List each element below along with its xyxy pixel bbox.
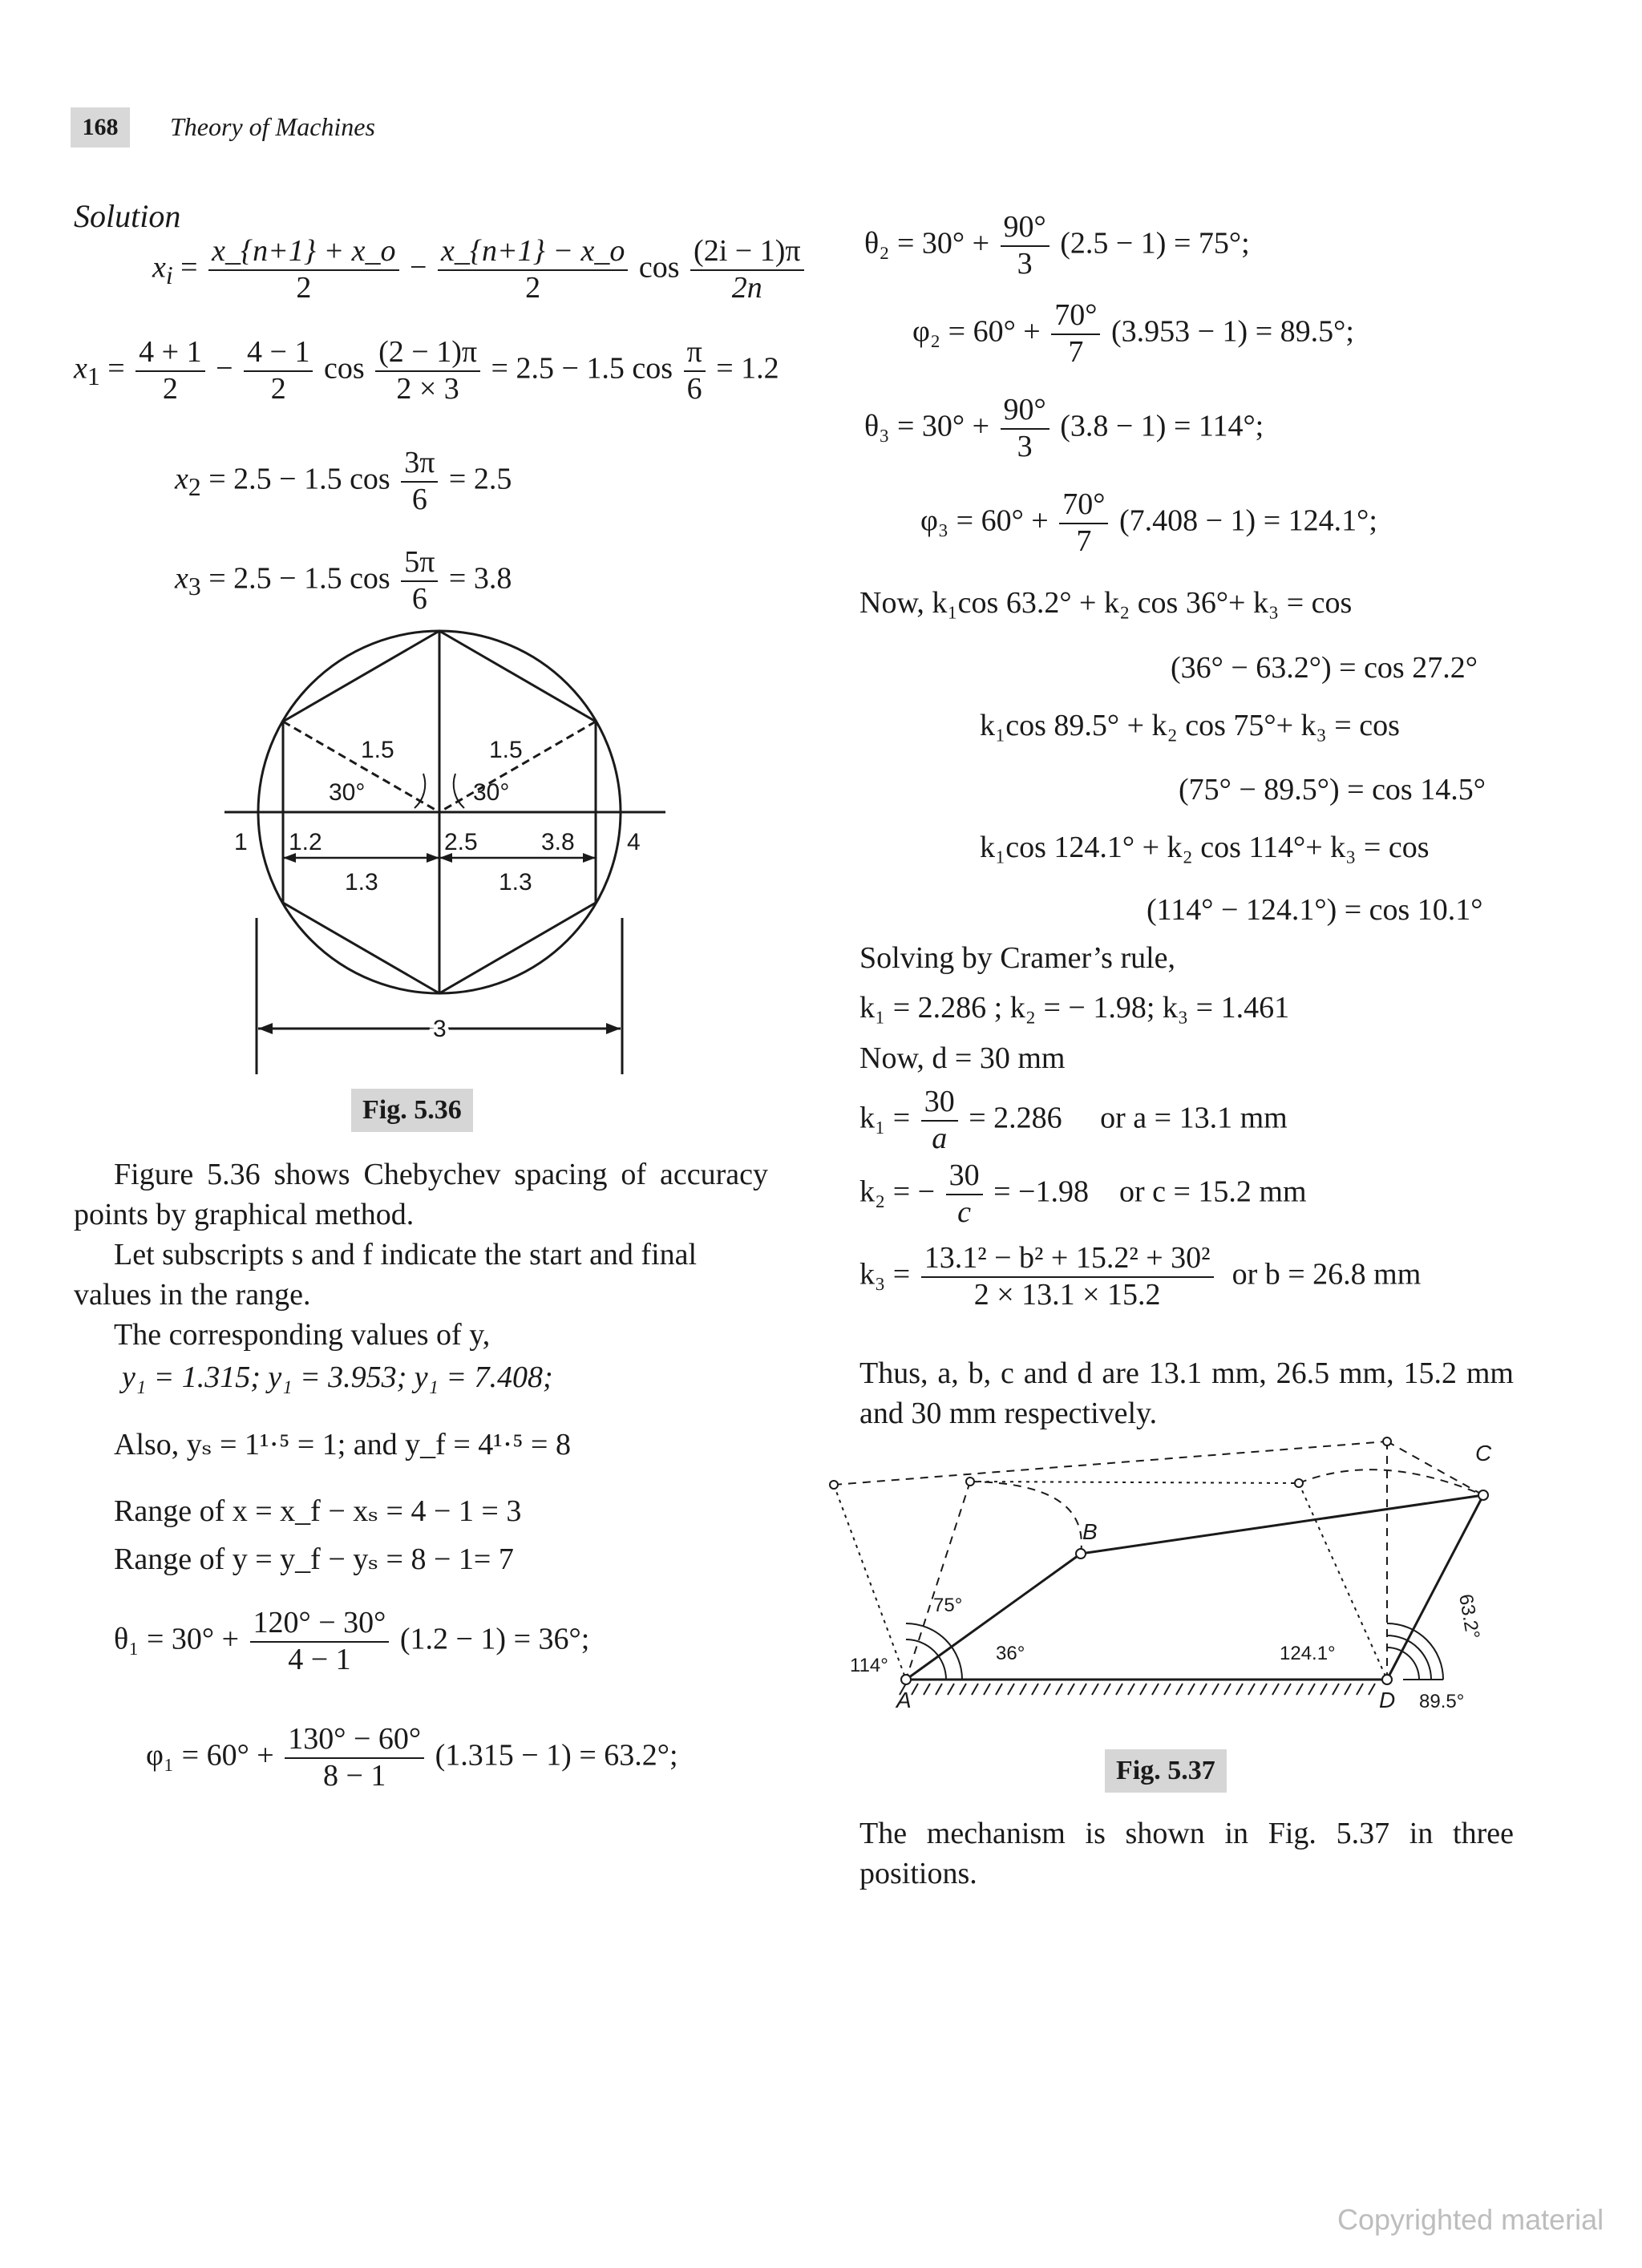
- paragraph-mechanism: The mechanism is shown in Fig. 5.37 in three positions.: [859, 1817, 1514, 1890]
- eq-phi1: φ₁ = 60° + $\frac{130^\circ - 60^\circ}{8 - 1}$ (1.315 − 1) = 63.2°;: [146, 1722, 678, 1793]
- range-x: Range of x = x_f − xₛ = 4 − 1 = 3: [114, 1494, 522, 1528]
- fig537-label-d: D: [1379, 1688, 1396, 1712]
- fig536-label-r1: 1.5: [361, 737, 394, 763]
- fig537-label-895: 89.5°: [1419, 1691, 1465, 1712]
- fig536-label-p25: 2.5: [444, 829, 478, 855]
- paragraph-subscripts: Let subscripts s and f indicate the start and final values in the range.: [74, 1238, 698, 1312]
- paragraph-fig536: Figure 5.36 shows Chebychev spacing of accuracy points by graphical method.: [74, 1158, 768, 1231]
- running-title: Theory of Machines: [170, 112, 375, 141]
- eq-k2: k₂ = − $\frac{30}{c}$ = −1.98 or c = 15.2 mm: [859, 1158, 1307, 1229]
- fig537-link-bc: [1081, 1495, 1483, 1554]
- eq-x1: $x_1$ = $\frac{4 + 1}{2}$ − $\frac{4 - 1}{2}$ cos $\frac{(2 - 1)\pi}{2 \times 3}$ = 2.5 − 1.5 cos $\frac{\pi}{6}$ = 1.2: [74, 335, 779, 406]
- fig537-label-36: 36°: [996, 1643, 1025, 1664]
- fig536-label-p1: 1: [234, 829, 248, 855]
- eq-x2: $x_2 = 2.5 - 1.5$ cos $\frac{3\pi}{6}$ = 2.5: [175, 446, 512, 516]
- eq-phi3: φ₃ = 60° + $\frac{70^\circ}{7}$ (7.408 − 1) = 124.1°;: [920, 487, 1377, 558]
- eq-k1: k₁ = $\frac{30}{a}$ = 2.286 or a = 13.1 mm: [859, 1085, 1288, 1155]
- fig536-label-r2: 1.5: [489, 737, 523, 763]
- fig536-label-dia: 3: [433, 1016, 447, 1042]
- eq-now-3a: k₁cos 124.1° + k₂ cos 114°+ k₃ = cos: [980, 831, 1430, 864]
- k-values: k₁ = 2.286 ; k₂ = − 1.98; k₃ = 1.461: [859, 991, 1290, 1025]
- fig536-label-a2: 30°: [473, 779, 510, 806]
- eq-k3: k₃ = $\frac{\text{13.1² − b² + 15.2² + 30²}}{2 \times 13.1 \times 15.2}$ or b = 26.8 mm: [859, 1241, 1422, 1312]
- eq-x3: $x_3 = 2.5 - 1.5$ cos $\frac{5\pi}{6}$ = 3.8: [175, 545, 512, 616]
- fig536-label-a1: 30°: [329, 779, 366, 806]
- fig537-label-a: A: [896, 1688, 912, 1712]
- y-values: y₁ = 1.315; y₁ = 3.953; y₁ = 7.408;: [122, 1360, 553, 1394]
- eq-xi: $x_i$ = $\frac{x\_\{n+1\} + x\_o}{2}$ − $\frac{x\_\{n+1\} - x\_o}{2}$ cos $\frac{(2i - 1)\pi}{2n}$: [152, 234, 807, 305]
- fig537-link-ab: [906, 1554, 1081, 1680]
- paragraph-y-values-intro: The corresponding values of y,: [114, 1318, 491, 1352]
- range-y: Range of y = y_f − yₛ = 8 − 1= 7: [114, 1542, 514, 1576]
- page-number: 168: [71, 107, 130, 148]
- fig537-label-114: 114°: [850, 1655, 888, 1676]
- eq-theta1: θ₁ = 30° + $\frac{120^\circ - 30^\circ}{4 - 1}$ (1.2 − 1) = 36°;: [114, 1606, 590, 1676]
- fig537-label-b: B: [1082, 1519, 1098, 1544]
- figure-5-36-caption: Fig. 5.36: [351, 1089, 473, 1132]
- eq-theta2: θ₂ = 30° + $\frac{90^\circ}{3}$ (2.5 − 1) = 75°;: [864, 210, 1250, 281]
- eq-phi2: φ₂ = 60° + $\frac{70^\circ}{7}$ (3.953 − 1) = 89.5°;: [912, 298, 1354, 369]
- eq-now-3b: (114° − 124.1°) = cos 10.1°: [1147, 893, 1483, 927]
- eq-now-1a: Now, k₁cos 63.2° + k₂ cos 36°+ k₃ = cos: [859, 586, 1353, 620]
- solution-heading: Solution: [74, 198, 181, 234]
- fig536-dashed-right: [439, 722, 596, 812]
- eq-now-2b: (75° − 89.5°) = cos 14.5°: [1179, 773, 1486, 807]
- fig536-label-p12: 1.2: [289, 829, 322, 855]
- cramer-rule-text: Solving by Cramer’s rule,: [859, 941, 1176, 975]
- ys-yf-values: Also, yₛ = 1¹·⁵ = 1; and y_f = 4¹·⁵ = 8: [114, 1428, 571, 1461]
- fig537-label-c: C: [1475, 1441, 1492, 1466]
- fig536-label-d2: 1.3: [499, 869, 532, 895]
- fig537-label-124: 124.1°: [1280, 1643, 1336, 1664]
- eq-theta3: θ₃ = 30° + $\frac{90^\circ}{3}$ (3.8 − 1) = 114°;: [864, 393, 1264, 463]
- fig536-label-p38: 3.8: [541, 829, 575, 855]
- fig537-label-75: 75°: [933, 1595, 963, 1616]
- eq-now-2a: k₁cos 89.5° + k₂ cos 75°+ k₃ = cos: [980, 709, 1400, 742]
- fig537-label-632: 63.2°: [1454, 1592, 1484, 1641]
- eq-now-1b: (36° − 63.2°) = cos 27.2°: [1171, 651, 1478, 685]
- figure-5-37-caption: Fig. 5.37: [1105, 1749, 1227, 1793]
- fig536-label-p4: 4: [627, 829, 641, 855]
- figure-5-36: [216, 625, 681, 1074]
- d-value: Now, d = 30 mm: [859, 1041, 1066, 1075]
- figure-5-37: [826, 1427, 1523, 1716]
- copyright-watermark: Copyrighted material: [1337, 2203, 1604, 2236]
- paragraph-thus: Thus, a, b, c and d are 13.1 mm, 26.5 mm, 15.2 mm and 30 mm respectively.: [859, 1356, 1514, 1430]
- fig536-label-d1: 1.3: [345, 869, 378, 895]
